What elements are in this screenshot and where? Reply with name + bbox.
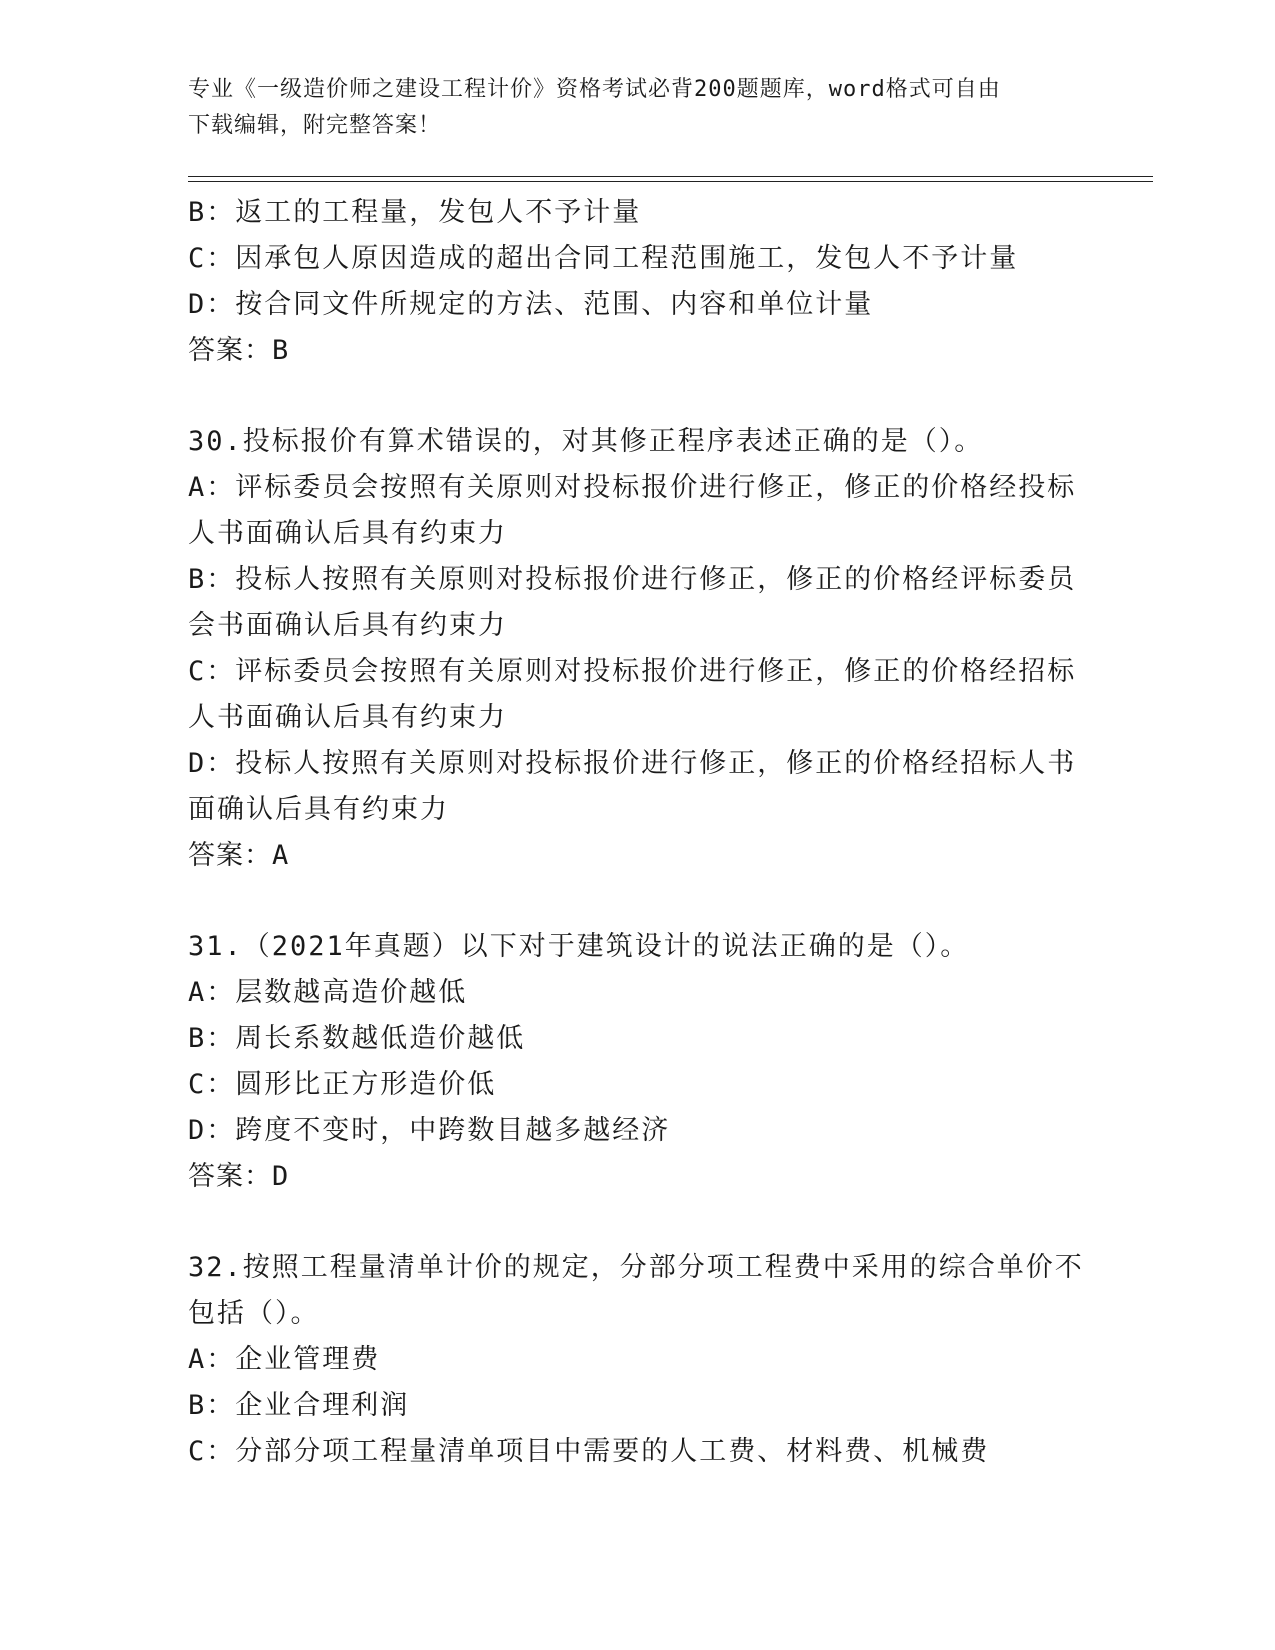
question-32 xyxy=(188,1245,1088,1475)
document-header xyxy=(188,72,1068,144)
question-30 xyxy=(188,419,1088,879)
spacer xyxy=(188,374,1088,419)
header-line-1: 专业《一级造价师之建设工程计价》资格考试必背200题题库，word格式可自由 xyxy=(188,77,1001,102)
option-d: D：跨度不变时，中跨数目越多越经济 xyxy=(188,1115,671,1146)
option-c: C：圆形比正方形造价低 xyxy=(188,1069,497,1100)
option-c: C：分部分项工程量清单项目中需要的人工费、材料费、机械费 xyxy=(188,1436,990,1467)
option-d: D：按合同文件所规定的方法、范围、内容和单位计量 xyxy=(188,289,874,320)
option-c: C：因承包人原因造成的超出合同工程范围施工，发包人不予计量 xyxy=(188,243,1019,274)
option-a: A：层数越高造价越低 xyxy=(188,977,468,1008)
option-b-line-1: B：投标人按照有关原则对投标报价进行修正，修正的价格经评标委员 xyxy=(188,564,1077,595)
question-stem-line-1: 32.按照工程量清单计价的规定，分部分项工程费中采用的综合单价不 xyxy=(188,1252,1084,1283)
option-a-line-2: 人书面确认后具有约束力 xyxy=(188,518,507,549)
spacer xyxy=(188,879,1088,924)
header-rule-top xyxy=(188,176,1153,177)
option-b-line-2: 会书面确认后具有约束力 xyxy=(188,610,507,641)
header-line-2: 下载编辑，附完整答案！ xyxy=(188,113,442,138)
spacer xyxy=(188,1200,1088,1245)
question-31 xyxy=(188,924,1088,1200)
answer: 答案：D xyxy=(188,1161,290,1192)
option-a-line-1: A：评标委员会按照有关原则对投标报价进行修正，修正的价格经投标 xyxy=(188,472,1077,503)
option-b: B：企业合理利润 xyxy=(188,1390,410,1421)
option-b: B：周长系数越低造价越低 xyxy=(188,1023,526,1054)
answer: 答案：A xyxy=(188,840,290,871)
header-rule-bottom xyxy=(188,181,1153,182)
question-stem-line-2: 包括（）。 xyxy=(188,1298,320,1329)
option-d-line-2: 面确认后具有约束力 xyxy=(188,794,449,825)
question-stem: 30.投标报价有算术错误的，对其修正程序表述正确的是（）。 xyxy=(188,426,984,457)
option-b: B：返工的工程量，发包人不予计量 xyxy=(188,197,642,228)
option-d-line-1: D：投标人按照有关原则对投标报价进行修正，修正的价格经招标人书 xyxy=(188,748,1077,779)
answer: 答案：B xyxy=(188,335,290,366)
question-29 xyxy=(188,190,1088,374)
option-c-line-2: 人书面确认后具有约束力 xyxy=(188,702,507,733)
option-c-line-1: C：评标委员会按照有关原则对投标报价进行修正，修正的价格经招标 xyxy=(188,656,1077,687)
question-content xyxy=(188,190,1088,1475)
question-stem: 31.（2021年真题）以下对于建筑设计的说法正确的是（）。 xyxy=(188,931,970,962)
option-a: A：企业管理费 xyxy=(188,1344,381,1375)
